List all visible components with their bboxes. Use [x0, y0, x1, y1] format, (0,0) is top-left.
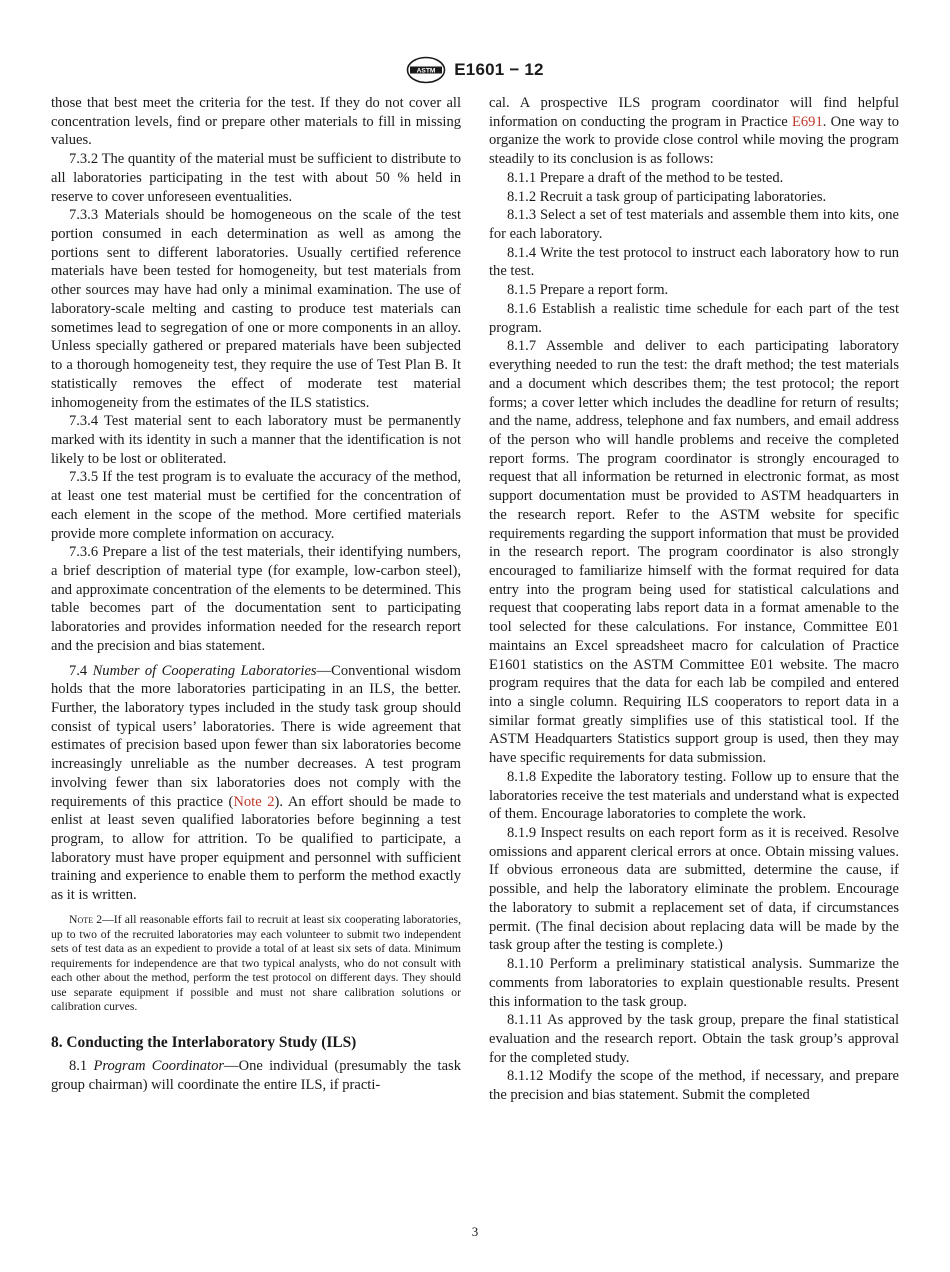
paragraph-7-3-6: 7.3.6 Prepare a list of the test materials, their identifying numbers, a brief description of material type (for example, low-carbon steel), and approximate concentration of the elements to be determined. This table becomes part of the documentation sent to participating laboratories and provides information needed for the research report and the precision and bias statement. — [51, 544, 461, 654]
paragraph-7-3-3: 7.3.3 Materials should be homogeneous on the scale of the test portion consumed in each determination as well as among the portions sent to different laboratories. Usually certified reference materials have been tested for homogeneity, but test materials from other sources may have had only a minimal examination. The use of laboratory-scale melting and casting to produce test materials can sometimes lead to segregation of one or more components in an alloy. Unless specially gathered or prepared materials have been subjected to a thorough homogeneity test, they require the use of Test Plan B. It statistically removes the effect of moderate test material inhomogeneity from the estimates of the ILS statistics. — [51, 207, 461, 411]
paragraph-8-1-11: 8.1.11 As approved by the task group, prepare the final statistical evaluation and the research report. Obtain the task group’s approval for the completed study. — [489, 1012, 899, 1066]
paragraph-8-1-8: 8.1.8 Expedite the laboratory testing. Follow up to ensure that the laboratories receive the test materials and understand what is expected of them. Encourage laboratories to complete the work. — [489, 768, 899, 823]
section-heading-8: 8. Conducting the Interlaboratory Study (ILS) — [51, 1034, 357, 1052]
left-column — [51, 94, 461, 1095]
e691-link[interactable]: E691 — [792, 113, 823, 130]
paragraph-8-1-6: 8.1.6 Establish a realistic time schedule for each part of the test program. — [489, 300, 899, 336]
paragraph-8-1: 8.1 Program Coordinator—One individual (presumably the task group chairman) will coordinate the entire ILS, if practi- — [51, 1058, 461, 1093]
paragraph-8-1-4: 8.1.4 Write the test protocol to instruct each laboratory how to run the test. — [489, 244, 899, 280]
paragraph-8-1-7: 8.1.7 Assemble and deliver to each participating laboratory everything needed to run the test: the draft method; the test materials and a document which describes them; the test protocol; the report forms; a cover letter which includes the deadline for return of results; and the name, address, telephone and fax numbers, and email address of the person who will handle problems and receive the completed report forms. The program coordinator is strongly encouraged to request that all information be returned in electronic format, as most support documentation must be provided to ASTM headquarters in the research report. Refer to the ASTM website for specific requirements regarding the support information that must be provided in the research report. The program coordinator is also strongly encouraged to familiarize himself with the format required for data entry into the program being used for statistical calculations and request that cooperating labs report data in a format amenable to the tool selected for these calculations. For instance, Committee E01 maintains an Excel spreadsheet macro for calculation of Practice E1601 statistics on the ASTM Committee E01 website. The macro program requires that the data for each lab be compiled and entered into a single column. Requiring ILS cooperators to report data in a similar format greatly simplifies use of this statistical tool. If the ASTM Headquarters Statistics support group is used, then they may have specific requirements for data submission. — [489, 338, 899, 767]
page-number: 3 — [471, 1224, 479, 1239]
paragraph-8-1-1: 8.1.1 Prepare a draft of the method to be tested. — [507, 169, 784, 186]
document-id: E1601 − 12 — [454, 60, 544, 79]
note-2: Note 2—If all reasonable efforts fail to recruit at least six cooperating laboratories, up to two of the recruited laboratories may each volunteer to submit two independent sets of test data as an expedient to provide a total of at least six sets of data. Minimum requirements for independence are that two typical analysts, who do not consult with each other about the method, perform the test protocol on different days. They should use separate equipment if possible and must not share calibration solutions or calibration curves. — [51, 912, 461, 1014]
right-column — [489, 94, 899, 1105]
paragraph-7-3-5: 7.3.5 If the test program is to evaluate the accuracy of the method, at least one test material must be certified for the concentration of each element in the scope of the method. More certified materials provide more complete information on accuracy. — [51, 469, 461, 542]
section-title-program-coordinator: Program Coordinator — [93, 1058, 225, 1075]
paragraph-8-1-10: 8.1.10 Perform a preliminary statistical analysis. Summarize the comments from laboratories to explain questionable results. Present this information to the task group. — [489, 956, 899, 1010]
paragraph-7-3-4: 7.3.4 Test material sent to each laboratory must be permanently marked with its identity in such a manner that the identification is not likely to be lost or obliterated. — [51, 413, 461, 467]
paragraph-8-1-5: 8.1.5 Prepare a report form. — [507, 282, 669, 299]
astm-logo-icon — [406, 56, 446, 84]
page-header — [0, 56, 950, 84]
paragraph-8-1-12: 8.1.12 Modify the scope of the method, if necessary, and prepare the precision and bias statement. Submit the completed — [489, 1068, 899, 1104]
paragraph-7-4: 7.4 Number of Cooperating Laboratories—Conventional wisdom holds that the more laboratories participating in an ILS, the better. Further, the laboratory types included in the study task group should consist of typical users’ laboratories. There is wide agreement that estimates of precision based upon fewer than six laboratories become increasingly unreliable as the number decreases. A test program involving fewer than six laboratories does not comply with the requirements of this practice (Note 2). An effort should be made to enlist at least seven qualified laboratories before beginning a test program, to allow for attrition. To be qualified to participate, a laboratory must have proper equipment and personnel with sufficient training and experience to enable them to perform the method exactly as it is written. — [51, 662, 461, 904]
paragraph-7-3-2: 7.3.2 The quantity of the material must be sufficient to distribute to all laboratories participating in the test with about 50 % held in reserve to cover unforeseen eventualities. — [51, 151, 461, 205]
note-label: Note 2 — [69, 912, 103, 926]
section-title-cooperating-laboratories: Number of Cooperating Laboratories — [92, 662, 317, 679]
svg-text:ASTM: ASTM — [416, 67, 436, 75]
paragraph-8-1-2: 8.1.2 Recruit a task group of participating laboratories. — [507, 188, 827, 205]
note-2-link[interactable]: Note 2 — [233, 793, 275, 810]
paragraph-7-3-1-continued: those that best meet the criteria for the test. If they do not cover all concentration levels, find or prepare other materials to fill in missing values. — [51, 95, 461, 149]
paragraph-8-1-9: 8.1.9 Inspect results on each report form as it is received. Resolve omissions and apparent clerical errors at once. Obtain missing values. If obvious erroneous data are submitted, determine the cause, if possible, and help the laboratory eliminate the problem. Encourage the laboratory to submit a replacement set of data, if circumstances permit. (The final decision about replacing data will be made by the task group after the testing is complete.) — [489, 825, 899, 954]
paragraph-8-1-3: 8.1.3 Select a set of test materials and assemble them into kits, one for each laboratory. — [489, 207, 899, 243]
paragraph-8-1-continued: cal. A prospective ILS program coordinator will find helpful information on conducting the program in Practice E691. One way to organize the work to provide close control while moving the program steadily to its conclusion is as follows: — [489, 95, 899, 168]
